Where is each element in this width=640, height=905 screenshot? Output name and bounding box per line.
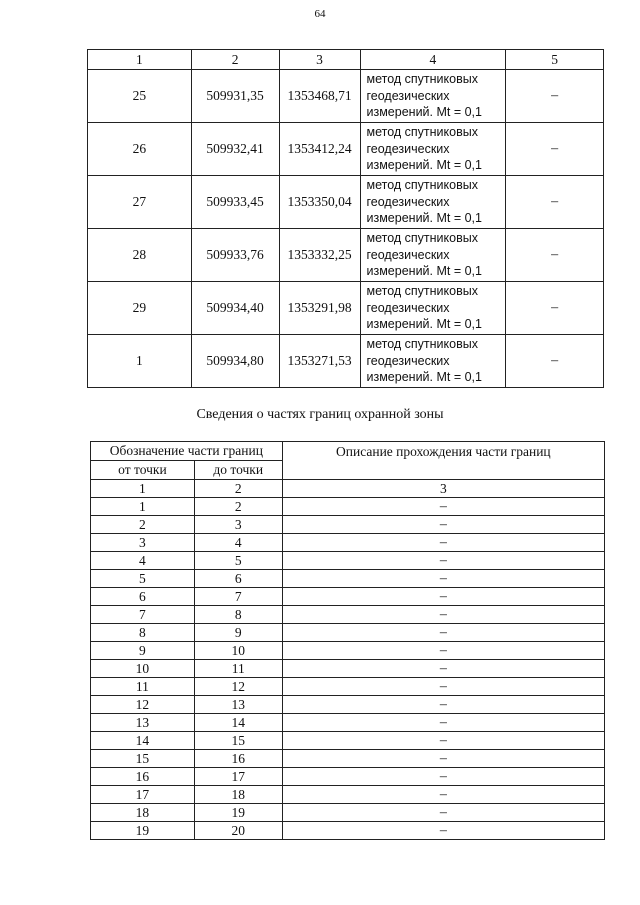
to-point: 20 [194, 822, 282, 840]
to-point: 9 [194, 624, 282, 642]
to-point: 11 [194, 660, 282, 678]
boundary-part-row [91, 588, 605, 606]
to-point: 10 [194, 642, 282, 660]
coordinates-header-row [88, 50, 604, 70]
from-point: 19 [91, 822, 195, 840]
determination-method [360, 70, 506, 123]
boundary-part-row [91, 498, 605, 516]
from-point: 8 [91, 624, 195, 642]
note: – [506, 70, 604, 123]
determination-method [360, 282, 506, 335]
part-description: – [282, 786, 604, 804]
part-description: – [282, 768, 604, 786]
method-line: измерений. Mt = 0,1 [366, 317, 482, 332]
part-description: – [282, 570, 604, 588]
note: – [506, 282, 604, 335]
x-coordinate: 509931,35 [191, 70, 279, 123]
coordinates-table [87, 49, 604, 388]
y-coordinate: 1353332,25 [279, 229, 360, 282]
to-point: 18 [194, 786, 282, 804]
boundary-part-row [91, 768, 605, 786]
method-line: геодезических [366, 141, 450, 156]
x-coordinate: 509933,45 [191, 176, 279, 229]
part-description: – [282, 822, 604, 840]
to-point: 8 [194, 606, 282, 624]
method-line: измерений. Mt = 0,1 [366, 211, 482, 226]
to-point: 13 [194, 696, 282, 714]
from-point-header: от точки [91, 461, 195, 480]
method-line: измерений. Mt = 0,1 [366, 158, 482, 173]
coordinate-row [88, 282, 604, 335]
to-point: 4 [194, 534, 282, 552]
column-number: 2 [194, 480, 282, 498]
to-point: 12 [194, 678, 282, 696]
method-line: измерений. Mt = 0,1 [366, 105, 482, 120]
part-description: – [282, 678, 604, 696]
y-coordinate: 1353468,71 [279, 70, 360, 123]
y-coordinate: 1353412,24 [279, 123, 360, 176]
to-point: 7 [194, 588, 282, 606]
column-number: 1 [88, 50, 192, 70]
to-point: 17 [194, 768, 282, 786]
from-point: 5 [91, 570, 195, 588]
part-description: – [282, 534, 604, 552]
boundary-part-row [91, 696, 605, 714]
method-line: геодезических [366, 194, 450, 209]
method-line: метод спутниковых [366, 284, 478, 299]
boundary-part-row [91, 642, 605, 660]
method-line: метод спутниковых [366, 72, 478, 87]
point-number: 28 [88, 229, 192, 282]
part-description: – [282, 804, 604, 822]
point-number: 25 [88, 70, 192, 123]
to-point: 15 [194, 732, 282, 750]
boundary-part-row [91, 678, 605, 696]
from-point: 17 [91, 786, 195, 804]
part-description: – [282, 660, 604, 678]
part-description: – [282, 516, 604, 534]
description-header: Описание прохождения части границ [282, 442, 604, 480]
part-description: – [282, 624, 604, 642]
from-point: 6 [91, 588, 195, 606]
x-coordinate: 509933,76 [191, 229, 279, 282]
boundary-part-row [91, 552, 605, 570]
part-description: – [282, 606, 604, 624]
to-point: 2 [194, 498, 282, 516]
from-point: 2 [91, 516, 195, 534]
part-description: – [282, 498, 604, 516]
method-line: метод спутниковых [366, 337, 478, 352]
determination-method [360, 123, 506, 176]
boundary-part-row [91, 822, 605, 840]
part-description: – [282, 588, 604, 606]
parts-column-numbers-row [91, 480, 605, 498]
boundary-part-row [91, 624, 605, 642]
boundary-part-row [91, 606, 605, 624]
part-description: – [282, 714, 604, 732]
boundary-parts-table [90, 441, 605, 840]
note: – [506, 176, 604, 229]
point-number: 1 [88, 335, 192, 388]
point-number: 27 [88, 176, 192, 229]
coordinate-row [88, 123, 604, 176]
y-coordinate: 1353350,04 [279, 176, 360, 229]
part-description: – [282, 732, 604, 750]
boundary-part-row [91, 660, 605, 678]
to-point: 5 [194, 552, 282, 570]
note: – [506, 123, 604, 176]
to-point: 3 [194, 516, 282, 534]
column-number: 1 [91, 480, 195, 498]
column-number: 3 [279, 50, 360, 70]
part-description: – [282, 552, 604, 570]
note: – [506, 229, 604, 282]
section-title: Сведения о частях границ охранной зоны [196, 407, 444, 422]
to-point-header: до точки [194, 461, 282, 480]
parts-group-header-row [91, 442, 605, 461]
from-point: 12 [91, 696, 195, 714]
from-point: 13 [91, 714, 195, 732]
point-number: 29 [88, 282, 192, 335]
method-line: метод спутниковых [366, 125, 478, 140]
to-point: 16 [194, 750, 282, 768]
boundary-part-row [91, 570, 605, 588]
to-point: 14 [194, 714, 282, 732]
from-point: 11 [91, 678, 195, 696]
from-point: 10 [91, 660, 195, 678]
from-point: 16 [91, 768, 195, 786]
boundary-part-row [91, 534, 605, 552]
column-number: 4 [360, 50, 506, 70]
method-line: геодезических [366, 247, 450, 262]
method-line: измерений. Mt = 0,1 [366, 370, 482, 385]
y-coordinate: 1353291,98 [279, 282, 360, 335]
from-point: 3 [91, 534, 195, 552]
method-line: геодезических [366, 353, 450, 368]
column-number: 3 [282, 480, 604, 498]
coordinate-row [88, 176, 604, 229]
from-point: 7 [91, 606, 195, 624]
x-coordinate: 509934,40 [191, 282, 279, 335]
boundary-part-designation-header: Обозначение части границ [91, 442, 283, 461]
point-number: 26 [88, 123, 192, 176]
from-point: 14 [91, 732, 195, 750]
part-description: – [282, 750, 604, 768]
from-point: 15 [91, 750, 195, 768]
boundary-part-row [91, 786, 605, 804]
boundary-part-row [91, 732, 605, 750]
method-line: геодезических [366, 88, 450, 103]
page-number: 64 [314, 8, 326, 20]
from-point: 9 [91, 642, 195, 660]
part-description: – [282, 696, 604, 714]
coordinate-row [88, 229, 604, 282]
boundary-part-row [91, 714, 605, 732]
part-description: – [282, 642, 604, 660]
x-coordinate: 509934,80 [191, 335, 279, 388]
from-point: 4 [91, 552, 195, 570]
to-point: 6 [194, 570, 282, 588]
from-point: 18 [91, 804, 195, 822]
x-coordinate: 509932,41 [191, 123, 279, 176]
coordinate-row [88, 335, 604, 388]
note: – [506, 335, 604, 388]
method-line: геодезических [366, 300, 450, 315]
boundary-part-row [91, 750, 605, 768]
y-coordinate: 1353271,53 [279, 335, 360, 388]
to-point: 19 [194, 804, 282, 822]
method-line: метод спутниковых [366, 178, 478, 193]
column-number: 5 [506, 50, 604, 70]
boundary-part-row [91, 516, 605, 534]
determination-method [360, 229, 506, 282]
boundary-part-row [91, 804, 605, 822]
from-point: 1 [91, 498, 195, 516]
method-line: измерений. Mt = 0,1 [366, 264, 482, 279]
column-number: 2 [191, 50, 279, 70]
method-line: метод спутниковых [366, 231, 478, 246]
coordinate-row [88, 70, 604, 123]
determination-method [360, 335, 506, 388]
determination-method [360, 176, 506, 229]
